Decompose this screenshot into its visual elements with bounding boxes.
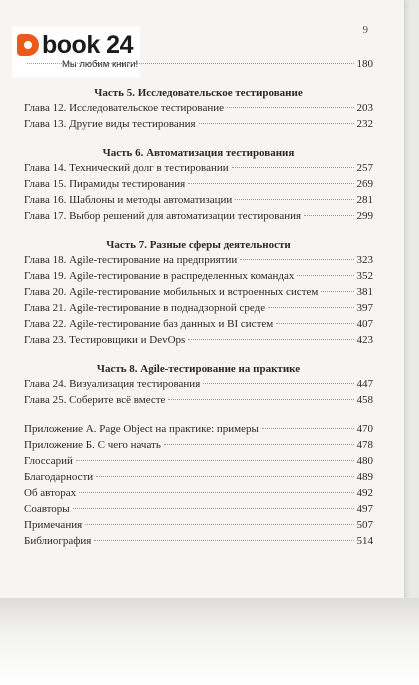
- logo-name: book 24: [42, 31, 133, 59]
- toc-entry-title: Глоссарий: [24, 455, 73, 467]
- toc-entry-page-number: 478: [356, 439, 373, 451]
- dot-leader: [321, 291, 353, 292]
- dot-leader: [164, 444, 354, 445]
- toc-entry: [24, 502, 373, 516]
- toc-entry: [24, 209, 373, 223]
- toc-entry: [24, 393, 373, 407]
- dot-leader: [188, 339, 353, 340]
- toc-entry: [24, 117, 373, 131]
- toc-entry-title: Глава 24. Визуализация тестирования: [24, 378, 201, 390]
- dot-leader: [262, 428, 354, 429]
- dot-leader: [76, 460, 354, 461]
- toc-entry-title: Глава 23. Тестировщики и DevOps: [24, 334, 186, 346]
- toc-entry-title: Глава 25. Соберите всё вместе: [24, 394, 166, 406]
- toc-entry-title: Соавторы: [24, 503, 70, 515]
- toc-entry-page-number: 281: [356, 194, 373, 206]
- toc-entry-page-number: 180: [356, 58, 373, 70]
- toc-entry-page-number: 299: [356, 210, 373, 222]
- toc-entry: [24, 101, 373, 115]
- toc-entry-title: Примечания: [24, 519, 83, 531]
- toc-entry-title: Глава 17. Выбор решений для автоматизации тестирования: [24, 210, 302, 222]
- toc-entry: [24, 438, 373, 452]
- dot-leader: [168, 399, 353, 400]
- toc-section-heading: Часть 6. Автоматизация тестирования: [102, 147, 295, 159]
- dot-leader: [73, 508, 354, 509]
- toc-entry-page-number: 514: [356, 535, 373, 547]
- toc-entry-title: Глава 15. Пирамиды тестирования: [24, 178, 186, 190]
- book24-logo-icon: [17, 34, 39, 56]
- toc-entry-page-number: 480: [356, 455, 373, 467]
- dot-leader: [240, 259, 353, 260]
- toc-entry: [24, 285, 373, 299]
- logo-tagline: Мы любим книги!: [62, 59, 139, 70]
- toc-section-heading: Часть 7. Разные сферы деятельности: [106, 239, 291, 251]
- toc-entry: [24, 333, 373, 347]
- dot-leader: [232, 167, 354, 168]
- toc-entry-page-number: 407: [356, 318, 373, 330]
- toc-entry-title: Глава 16. Шаблоны и методы автоматизации: [24, 194, 233, 206]
- dot-leader: [188, 183, 353, 184]
- toc-entry: [24, 301, 373, 315]
- toc-entry-page-number: 381: [356, 286, 373, 298]
- toc-entry-page-number: 497: [356, 503, 373, 515]
- toc-entry-title: Глава 14. Технический долг в тестировании: [24, 162, 229, 174]
- toc-entry-page-number: 458: [356, 394, 373, 406]
- dot-leader: [297, 275, 353, 276]
- toc-entry-page-number: 507: [356, 519, 373, 531]
- dot-leader: [203, 383, 353, 384]
- toc-entry-page-number: 257: [356, 162, 373, 174]
- dot-leader: [227, 107, 353, 108]
- toc-entry-title: Приложение А. Page Object на практике: примеры: [24, 423, 259, 435]
- toc-entry-title: Глава 18. Agile-тестирование на предприятии: [24, 254, 238, 266]
- toc-entry: [24, 470, 373, 484]
- dot-leader: [79, 492, 353, 493]
- toc-entry-page-number: 489: [356, 471, 373, 483]
- toc-entry: [24, 177, 373, 191]
- toc-entry-page-number: 492: [356, 487, 373, 499]
- dot-leader: [304, 215, 353, 216]
- dot-leader: [85, 524, 353, 525]
- toc-entry-title: Об авторах: [24, 487, 77, 499]
- toc-entry-title: Благодарности: [24, 471, 94, 483]
- toc-entry-title: Глава 20. Agile-тестирование мобильных и встроенных систем: [24, 286, 319, 298]
- dot-leader: [199, 123, 354, 124]
- toc-entry: [24, 193, 373, 207]
- toc-entry-title: Глава 13. Другие виды тестирования: [24, 118, 196, 130]
- toc-entry-title: Глава 12. Исследовательское тестирование: [24, 102, 225, 114]
- toc-entry-page-number: 470: [356, 423, 373, 435]
- dot-leader: [94, 540, 353, 541]
- page-number: 9: [362, 24, 368, 36]
- toc-entry-page-number: 269: [356, 178, 373, 190]
- dot-leader: [235, 199, 353, 200]
- toc-section-heading: Часть 5. Исследовательское тестирование: [94, 87, 303, 99]
- toc-entry: [24, 454, 373, 468]
- dot-leader: [276, 323, 353, 324]
- dot-leader: [96, 476, 353, 477]
- toc-entry: [24, 486, 373, 500]
- page-edge-shadow: [0, 598, 419, 685]
- toc-entry-title: Глава 21. Agile-тестирование в поднадзорной среде: [24, 302, 266, 314]
- toc-entry: [24, 518, 373, 532]
- toc-entry-page-number: 397: [356, 302, 373, 314]
- toc-entry: [24, 377, 373, 391]
- toc-entry-title: Глава 19. Agile-тестирование в распределенных командах: [24, 270, 295, 282]
- toc-entry: [24, 422, 373, 436]
- toc-entry: [24, 317, 373, 331]
- toc-entry: [24, 253, 373, 267]
- toc-entry-page-number: 203: [356, 102, 373, 114]
- toc-entry: [24, 57, 373, 71]
- toc-entry: [24, 161, 373, 175]
- dot-leader: [27, 63, 354, 64]
- toc-entry: [24, 269, 373, 283]
- toc-entry-title: Глава 22. Agile-тестирование баз данных и BI систем: [24, 318, 274, 330]
- dot-leader: [268, 307, 353, 308]
- toc-entry-page-number: 352: [356, 270, 373, 282]
- toc-section-heading: Часть 8. Agile-тестирование на практике: [96, 363, 301, 375]
- toc-entry-page-number: 447: [356, 378, 373, 390]
- toc-entry-title: Библиография: [24, 535, 92, 547]
- toc-entry-title: Приложение Б. С чего начать: [24, 439, 161, 451]
- toc-entry: [24, 534, 373, 548]
- toc-entry-page-number: 323: [356, 254, 373, 266]
- toc-entry-page-number: 232: [356, 118, 373, 130]
- toc-entry-page-number: 423: [356, 334, 373, 346]
